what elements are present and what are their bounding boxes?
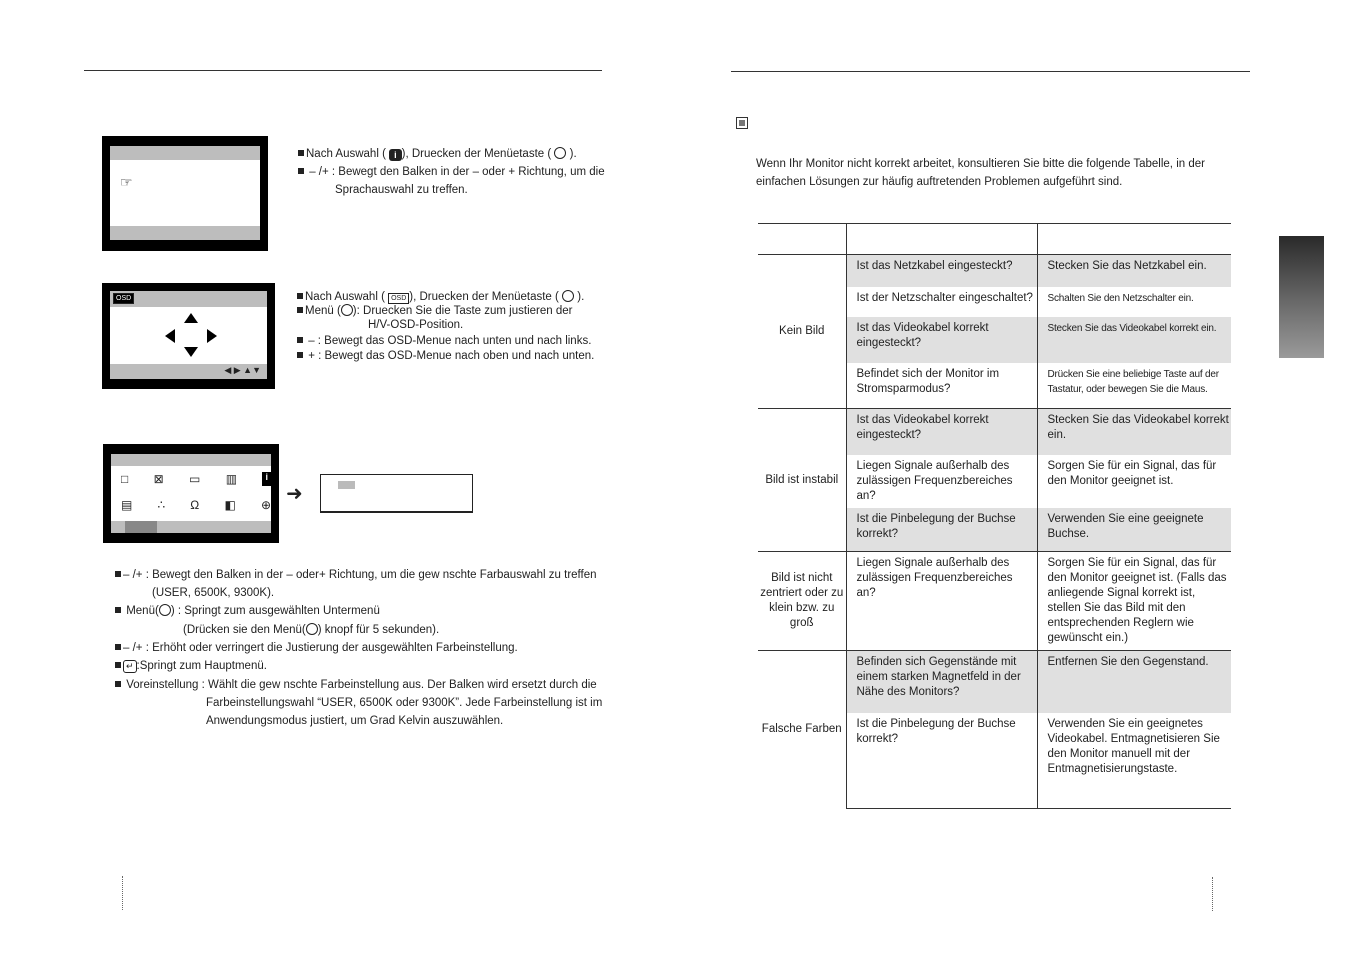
osd-icon-grid	[111, 466, 271, 521]
pos-line-4: – : Bewegt das OSD-Menue nach unten und nach links.	[297, 333, 591, 349]
bullet-icon	[297, 293, 303, 299]
color-bullet-2b: (Drücken sie den Menü( ) knopf für 5 sekunden).	[183, 624, 440, 636]
color-bullet-3: – /+ : Erhöht oder verringert die Justierung der ausgewählten Farbeinstellung.	[115, 640, 518, 656]
pos-line-5: + : Bewegt das OSD-Menue nach oben und nach unten.	[297, 348, 594, 364]
check-question: Ist das Netzkabel eingesteckt?	[846, 255, 1037, 287]
table-header-cell	[1037, 224, 1231, 255]
osd-title-bar	[110, 291, 267, 307]
check-question: Liegen Signale außerhalb des zulässigen Frequenzbereiches an?	[846, 455, 1037, 508]
bullet-icon	[297, 337, 303, 343]
bullet-icon	[297, 352, 303, 358]
solution: Stecken Sie das Netzkabel ein.	[1037, 255, 1231, 287]
intro-line-2: einfachen Lösungen zur häufig auftretenden Problemen aufgeführt sind.	[756, 176, 1123, 188]
intro-line-1: Wenn Ihr Monitor nicht korrekt arbeitet, konsultieren Sie bitte die folgende Tabelle, in der	[756, 158, 1205, 170]
osd-position-screen	[102, 283, 275, 389]
check-question: Liegen Signale außerhalb des zulässigen Frequenzbereiches an?	[846, 552, 1037, 651]
check-question: Ist das Videokabel korrekt eingesteckt?	[846, 317, 1037, 363]
solution: Stecken Sie das Videokabel korrekt ein.	[1037, 409, 1231, 455]
check-question: Ist das Videokabel korrekt eingesteckt?	[846, 409, 1037, 455]
info-icon: i	[389, 149, 402, 161]
color-bullet-2: Menü( ) : Springt zum ausgewählten Untermenü	[115, 603, 380, 619]
pos-line-3: H/V-OSD-Position.	[368, 319, 464, 331]
menu-button-icon	[159, 604, 171, 616]
lang-line-2: – /+ : Bewegt den Balken in der – oder + Richtung, um die	[298, 164, 605, 180]
table-header-cell	[758, 224, 846, 255]
table-header-row	[758, 224, 1231, 255]
solution: Verwenden Sie eine geeignete Buchse.	[1037, 508, 1231, 552]
solution: Entfernen Sie den Gegenstand.	[1037, 651, 1231, 713]
check-question: Ist die Pinbelegung der Buchse korrekt?	[846, 508, 1037, 552]
color-bullet-5b: Farbeinstellungswahl “USER, 6500K oder 9300K”. Jede Farbeinstellung ist im	[206, 697, 603, 709]
bullet-icon	[115, 571, 121, 577]
bullet-icon	[298, 168, 304, 174]
problem-category: Kein Bild	[758, 255, 846, 409]
problem-category: Falsche Farben	[758, 651, 846, 809]
arrow-right-icon	[207, 329, 217, 343]
menu-icon: ⊕	[260, 498, 271, 512]
right-page-margin-dots	[1212, 877, 1213, 911]
menu-icon: Ω	[190, 498, 200, 512]
bullet-icon	[115, 662, 121, 668]
pos-line-1: Nach Auswahl ( OSD ), Druecken der Menüetaste ( ).	[297, 289, 584, 305]
solution: Drücken Sie eine beliebige Taste auf der Tastatur, oder bewegen Sie die Maus.	[1047, 368, 1219, 395]
left-page-margin-dots	[122, 876, 123, 910]
color-bullet-5: Voreinstellung : Wählt die gew nschte Farbeinstellung aus. Der Balken wird ersetzt durch die	[115, 677, 597, 693]
menu-icon: ⊠	[153, 472, 164, 486]
check-question: Befindet sich der Monitor im Stromsparmodus?	[846, 363, 1037, 409]
lang-line-3: Sprachauswahl zu treffen.	[335, 184, 468, 196]
chapter-tab	[1279, 236, 1324, 358]
menu-icon: ∴	[157, 498, 166, 512]
menu-button-icon	[554, 147, 566, 159]
problem-category: Bild ist nicht zentriert oder zu klein bzw. zu groß	[758, 552, 846, 651]
menu-button-icon	[341, 304, 353, 316]
color-bullet-4: ↵ :Springt zum Hauptmenü.	[115, 658, 267, 674]
arrow-left-icon	[165, 329, 175, 343]
pointer-icon: ☞	[120, 174, 133, 190]
right-header-rule	[731, 71, 1250, 72]
bullet-icon	[115, 607, 121, 613]
solution: Verwenden Sie ein geeignetes Videokabel. Entmagnetisieren Sie den Monitor manuell mit der Entmagnetisierungstaste.	[1037, 713, 1231, 809]
osd-footer-bar	[110, 226, 260, 240]
osd-footer-arrows: ◀ ▶ ▲▼	[224, 365, 261, 375]
check-question: Ist die Pinbelegung der Buchse korrekt?	[846, 713, 1037, 809]
osd-language-screen	[102, 136, 268, 251]
left-header-rule	[84, 70, 602, 71]
lang-line-1: Nach Auswahl ( i ), Druecken der Menüetaste ( ).	[298, 146, 577, 162]
icon-row-2	[121, 498, 271, 512]
arrow-up-icon	[184, 313, 198, 323]
table-header-cell	[846, 224, 1037, 255]
menu-icon: ▤	[121, 498, 133, 512]
color-bullet-1: – /+ : Bewegt den Balken in der – oder+ Richtung, um die gew nschte Farbauswahl zu treffen	[115, 567, 597, 583]
check-question: Befinden sich Gegenstände mit einem starken Magnetfeld in der Nähe des Monitors?	[846, 651, 1037, 713]
solution: Sorgen Sie für ein Signal, das für den Monitor geeignet ist. (Falls das anliegende Signal korrekt ist, stellen Sie das Bild mit den entsprechenden Reglern wie gewünscht ein.)	[1037, 552, 1231, 651]
menu-icon: □	[121, 472, 129, 486]
menu-button-icon	[562, 290, 574, 302]
return-icon: ↵	[123, 660, 137, 673]
arrow-down-icon	[184, 347, 198, 357]
osd-content	[110, 160, 260, 226]
problem-category: Bild ist instabil	[758, 409, 846, 552]
bullet-icon	[115, 681, 121, 687]
osd-title-bar	[110, 146, 260, 160]
arrow-right-icon: ➜	[286, 483, 303, 505]
info-icon: i	[262, 472, 271, 486]
menu-icon: ▥	[225, 472, 238, 486]
bullet-icon	[115, 644, 121, 650]
menu-icon: ◧	[224, 498, 236, 512]
bullet-icon	[297, 307, 303, 313]
troubleshooting-table	[758, 223, 1231, 809]
pos-line-2: Menü ( ): Druecken Sie die Taste zum justieren der	[297, 303, 572, 319]
osd-content	[110, 307, 267, 364]
menu-button-icon	[306, 623, 318, 635]
submenu-box	[320, 474, 473, 513]
color-bullet-5c: Anwendungsmodus justiert, um Grad Kelvin auszuwählen.	[206, 715, 504, 727]
bullet-icon	[298, 150, 304, 156]
icon-row-1	[121, 472, 271, 486]
osd-footer-bar	[111, 521, 271, 533]
osd-icon: OSD	[113, 293, 134, 304]
color-bullet-1b: (USER, 6500K, 9300K).	[152, 587, 275, 599]
check-question: Ist der Netzschalter eingeschaltet?	[846, 287, 1037, 317]
osd-selection-highlight	[125, 521, 157, 533]
solution: Schalten Sie den Netzschalter ein.	[1047, 292, 1194, 304]
table-row	[758, 552, 1231, 651]
solution: Sorgen Sie für ein Signal, das für den Monitor geeignet ist.	[1047, 459, 1217, 487]
table-row	[758, 255, 1231, 287]
table-row	[758, 651, 1231, 713]
menu-icon: ▭	[189, 472, 201, 486]
section-marker-icon	[736, 117, 748, 129]
submenu-highlight	[338, 481, 355, 489]
solution: Stecken Sie das Videokabel korrekt ein.	[1037, 317, 1231, 363]
osd-title-bar	[111, 454, 271, 466]
osd-icon: OSD	[388, 293, 409, 304]
osd-footer-bar	[110, 364, 267, 379]
osd-color-screen	[103, 444, 279, 543]
table-row	[758, 409, 1231, 455]
